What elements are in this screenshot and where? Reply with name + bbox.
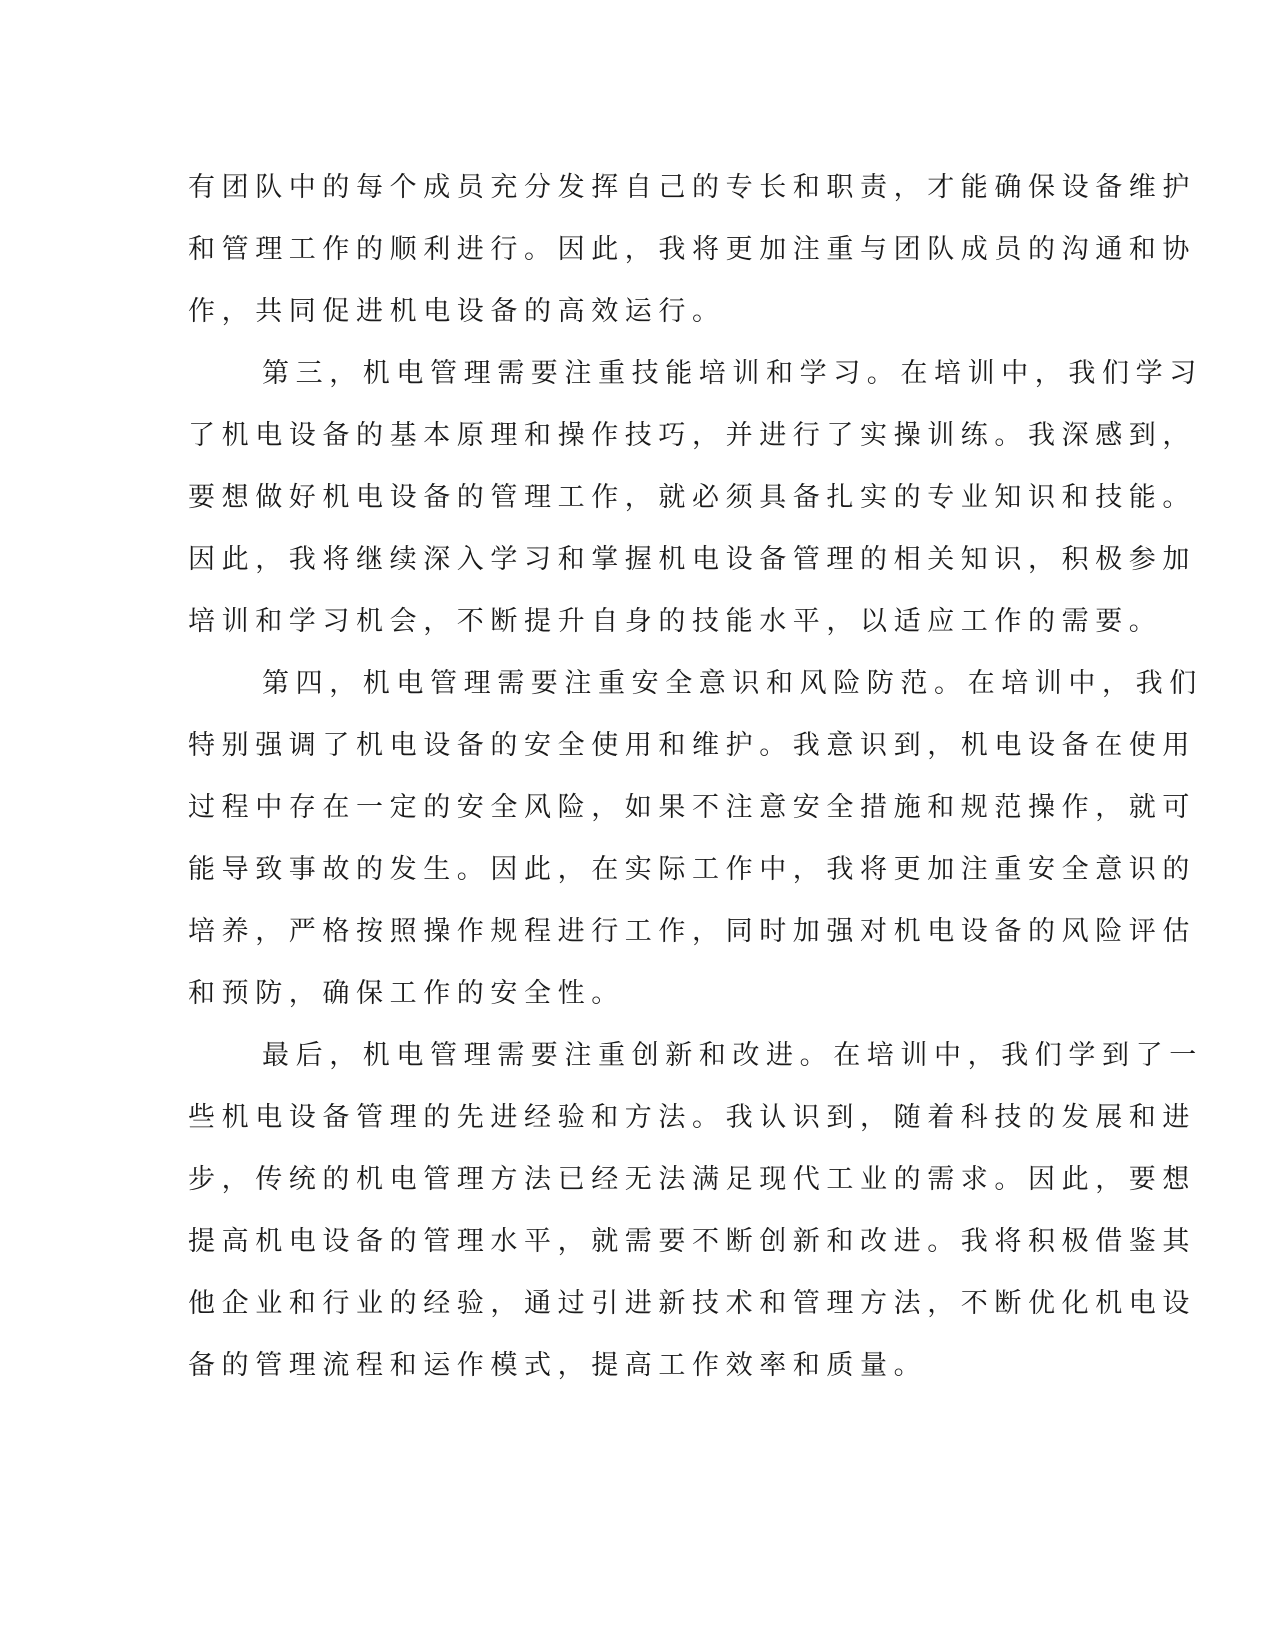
text-line: 因此，我将继续深入学习和掌握机电设备管理的相关知识，积极参加 xyxy=(188,544,1196,575)
text-line: 特别强调了机电设备的安全使用和维护。我意识到，机电设备在使用 xyxy=(188,730,1196,761)
document-body xyxy=(188,157,1203,1397)
text-line: 备的管理流程和运作模式，提高工作效率和质量。 xyxy=(188,1350,928,1381)
text-line: 和管理工作的顺利进行。因此，我将更加注重与团队成员的沟通和协 xyxy=(188,234,1196,265)
text-line: 能导致事故的发生。因此，在实际工作中，我将更加注重安全意识的 xyxy=(188,854,1196,885)
text-line: 有团队中的每个成员充分发挥自己的专长和职责，才能确保设备维护 xyxy=(188,172,1196,203)
text-line: 第四，机电管理需要注重安全意识和风险防范。在培训中，我们 xyxy=(262,668,1203,699)
text-line: 第三，机电管理需要注重技能培训和学习。在培训中，我们学习 xyxy=(262,358,1203,389)
text-line: 培养，严格按照操作规程进行工作，同时加强对机电设备的风险评估 xyxy=(188,916,1196,947)
text-line: 些机电设备管理的先进经验和方法。我认识到，随着科技的发展和进 xyxy=(188,1102,1196,1133)
text-line: 和预防，确保工作的安全性。 xyxy=(188,978,625,1009)
text-line: 步，传统的机电管理方法已经无法满足现代工业的需求。因此，要想 xyxy=(188,1164,1196,1195)
paragraph-third-point xyxy=(188,343,1203,653)
paragraph-continued xyxy=(188,157,1196,343)
paragraph-final-point xyxy=(188,1025,1203,1397)
text-line: 了机电设备的基本原理和操作技巧，并进行了实操训练。我深感到， xyxy=(188,420,1196,451)
text-line: 培训和学习机会，不断提升自身的技能水平，以适应工作的需要。 xyxy=(188,606,1163,637)
text-line: 最后，机电管理需要注重创新和改进。在培训中，我们学到了一 xyxy=(262,1040,1203,1071)
text-line: 提高机电设备的管理水平，就需要不断创新和改进。我将积极借鉴其 xyxy=(188,1226,1196,1257)
text-line: 他企业和行业的经验，通过引进新技术和管理方法，不断优化机电设 xyxy=(188,1288,1196,1319)
paragraph-fourth-point xyxy=(188,653,1203,1025)
text-line: 作，共同促进机电设备的高效运行。 xyxy=(188,296,726,327)
text-line: 过程中存在一定的安全风险，如果不注意安全措施和规范操作，就可 xyxy=(188,792,1196,823)
text-line: 要想做好机电设备的管理工作，就必须具备扎实的专业知识和技能。 xyxy=(188,482,1196,513)
